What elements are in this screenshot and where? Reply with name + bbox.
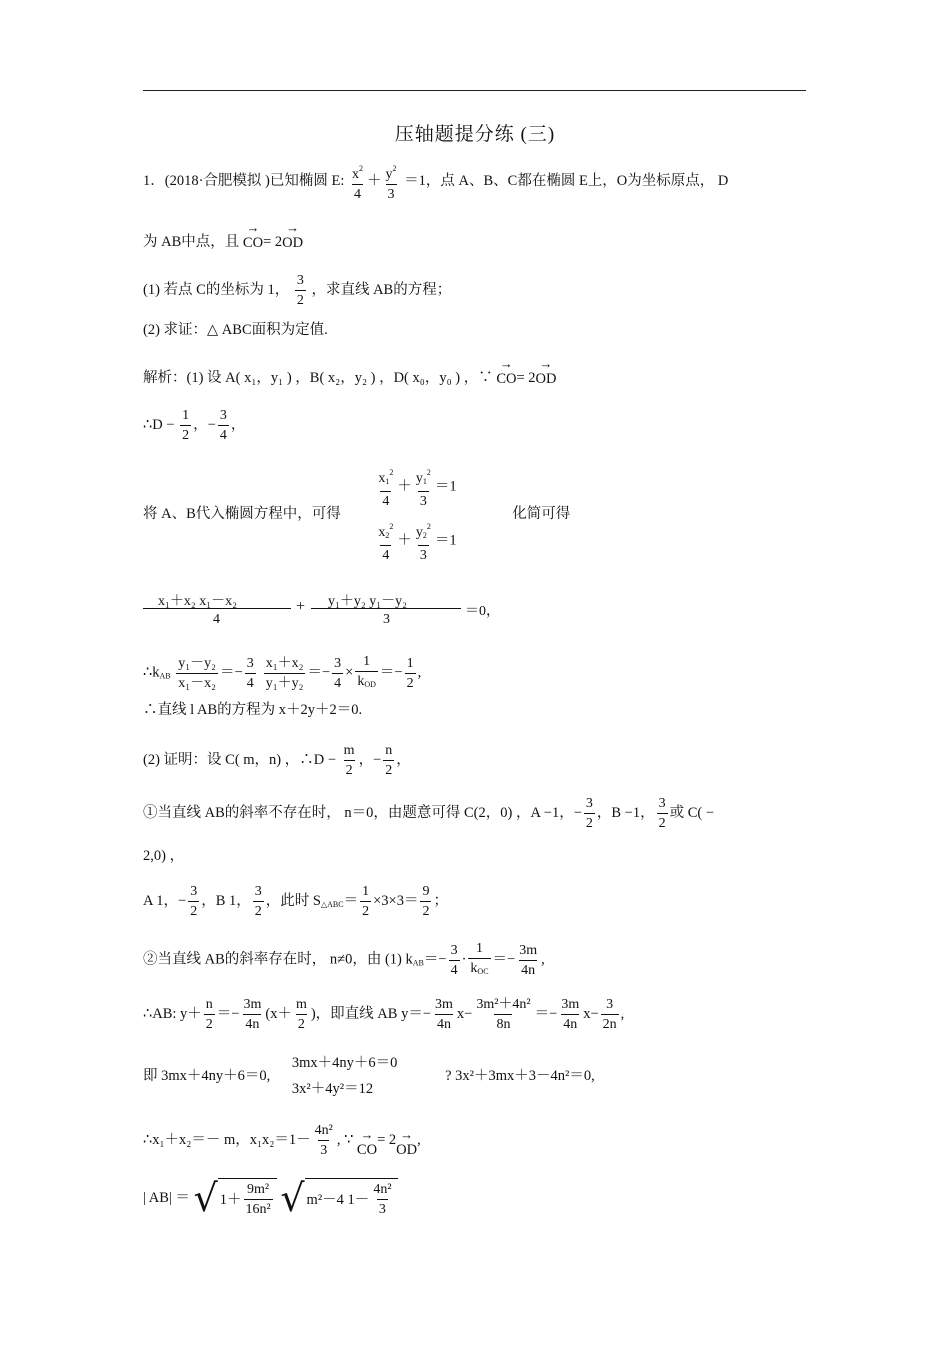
solution-vieta: ∴x₁＋x₂＝－ m，x₁x₂＝1－ $\frac{\text{4n²}}{3}$ , ∵ → CO = 2 → OD ,: [143, 1123, 421, 1158]
point-c-fraction: $\frac{3}{2}$: [296, 273, 304, 308]
denominator-2: 3: [383, 612, 390, 627]
vector-co-2: → CO: [496, 356, 517, 387]
part1-text-a: (1) 若点 C的坐标为 1，: [143, 281, 290, 298]
solution-system-2-line: 即 3mx＋4ny＋6＝0, 3mx＋4ny＋6＝0 3x²＋4y²＝12 ? 3x²＋3mx＋3－4n²＝0,: [143, 1050, 595, 1102]
problem-line2-text: 为 AB中点，且: [143, 234, 243, 250]
fraction: $\frac{3}{4}$: [219, 408, 227, 443]
vector-equation-2: = 2: [516, 370, 536, 386]
vector-co-3: → CO: [356, 1127, 378, 1158]
solution-ab-length: | AB| ＝ √ 1＋ $\frac{\text{9m²}}{\text{16n²}}$ √ m²－4 1－ $\frac{\text{4n²}}{3}$: [143, 1178, 398, 1218]
simplify-text: 化简可得: [512, 506, 571, 522]
solution-case-1: ①当直线 AB的斜率不存在时， n＝0，由题意可得 C(2，0) ，A −1，− $\frac{3}{2}$ ，B −1， $\frac{3}{2}$ 或 C( −: [143, 796, 715, 831]
vector-co: → CO: [242, 220, 264, 251]
vector-od: → OD: [282, 220, 304, 251]
solution-substitute: 将 A、B代入椭圆方程中，可得 $\frac{x_1^2}{4}$ ＋ $\frac{y_1^2}{3}$ ＝1 $\frac{x_2^2}{4}$ ＋ $\frac{y_2^2}{3}$ ＝1 化简可得: [143, 464, 570, 564]
solution-slope: $\therefore k_{AB}$ $\frac{\text{y₁－y₂}}{\text{x₁－x₂}}$ ＝− $\frac{3}{4}$ $\frac{\text{x₁＋x₂}}{\text{y₁＋y₂}}$ ＝− $\frac{3}{4}$ × $\frac{1}{k_{OD}}$ ＝− $\frac{1}{2}$ ,: [143, 653, 421, 693]
sqrt-2: √ m²－4 1－ $\frac{\text{4n²}}{3}$: [280, 1178, 397, 1218]
ellipse-fraction-y: $\frac{y^2}{3}$: [385, 164, 397, 202]
problem-line-1: 1．(2018·合肥模拟 )已知椭圆 E: $\frac{x^2}{4}$ ＋ $\frac{y^2}{3}$ ＝1，点 A、B、C都在椭圆 E上，O为坐标原点， D: [143, 160, 728, 203]
solution-intro: 解析：(1) 设 A( x₁，y₁ ) ，B( x₂，y₂ ) ，D( x₀，y₀ ) ，∵: [143, 370, 493, 386]
equation-system-1: $\frac{x_1^2}{4}$ ＋ $\frac{y_1^2}{3}$ ＝1 $\frac{x_2^2}{4}$ ＋ $\frac{y_2^2}{3}$ ＝1: [378, 468, 457, 563]
page-title: 压轴题提分练 (三): [394, 124, 556, 145]
solution-part2-intro: (2) 证明：设 C( m，n) ，∴D − $\frac{m}{2}$ ，− $\frac{n}{2}$ ，: [143, 743, 411, 778]
numerator-1: x₁＋x₂ x₁－x₂: [158, 594, 238, 609]
vector-od-3: → OD: [396, 1127, 418, 1158]
equation-system-2: 3mx＋4ny＋6＝0 3x²＋4y²＝12: [291, 1055, 398, 1097]
solution-d-coords: ∴D − $\frac{1}{2}$ ，− $\frac{3}{4}$ ，: [143, 408, 246, 443]
problem-part-1: [143, 272, 451, 309]
vector-equation: = 2: [263, 234, 283, 250]
problem-ellipse-rest: ＝1，点 A、B、C都在椭圆 E上，O为坐标原点， D: [404, 172, 729, 189]
solution-case-1-cont: 2,0) ，: [143, 848, 185, 864]
problem-line-2: [143, 222, 303, 252]
problem-lead: 1．(2018·合肥模拟 )已知椭圆 E:: [143, 172, 348, 189]
solution-line-ab: ∴直线 l AB的方程为 x＋2y＋2＝0.: [143, 702, 363, 718]
fraction: $\frac{1}{2}$: [182, 408, 190, 443]
denominator-1: 4: [213, 612, 220, 627]
vector-od-2: → OD: [535, 356, 557, 387]
solution-line-equation: ∴AB: y＋ $\frac{n}{2}$ ＝− $\frac{3m}{4n}$ (x＋ $\frac{m}{2}$ )，即直线 AB y＝− $\frac{3m}{4n}$ x− $\frac{\text{3m²＋4n²}}{8n}$ ＝− $\frac{3m}{4n}$ x− $\frac{3}{2n}$ ,: [143, 997, 625, 1032]
part1-text-b: ，求直线 AB的方程；: [311, 281, 452, 298]
numerator-2: y₁＋y₂ y₁－y₂: [328, 594, 408, 609]
problem-part-2: (2) 求证：△ ABC面积为定值.: [143, 322, 328, 338]
sqrt-1: √ 1＋ $\frac{\text{9m²}}{\text{16n²}}$: [194, 1178, 277, 1218]
top-rule: [143, 90, 806, 91]
solution-case-2: ②当直线 AB的斜率存在时， n≠0，由 (1) $k_{AB}=-$ $\frac{3}{4}$ · $\frac{1}{k_{OC}}$ ＝− $\frac{3m}{4n}$ ,: [143, 940, 545, 980]
ellipse-fraction-x: $\frac{x^2}{4}$: [352, 164, 363, 202]
solution-line-1: [143, 358, 557, 388]
solution-area-case-1: A 1，− $\frac{3}{2}$ ，B 1， $\frac{3}{2}$ ，此时 $S_{\triangle ABC}=$ $\frac{1}{2}$ ×3×3＝ $\frac{9}{2}$ ；: [143, 884, 448, 919]
